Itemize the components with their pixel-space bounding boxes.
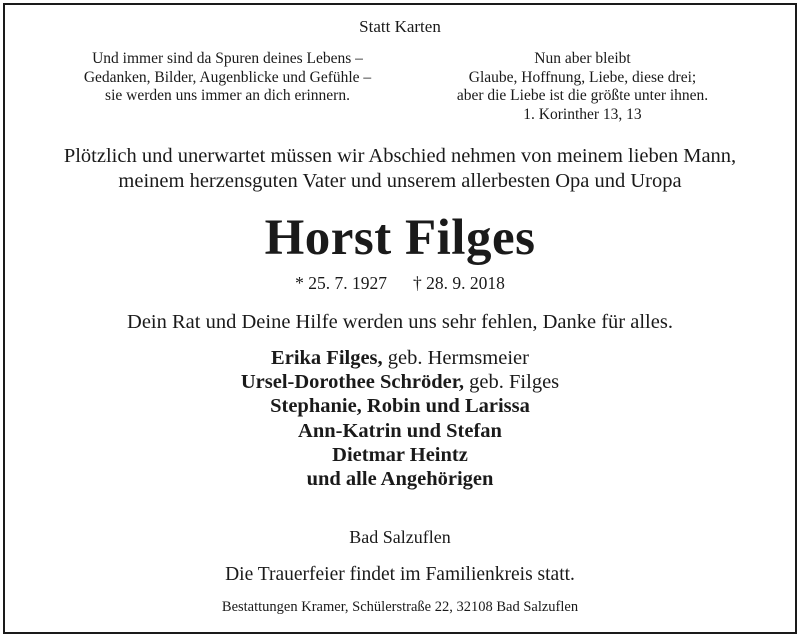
family-name: Ann-Katrin und Stefan <box>298 419 502 442</box>
family-note: geb. Filges <box>464 371 560 394</box>
family-row <box>0 394 800 418</box>
header-label: Statt Karten <box>359 17 441 36</box>
intro-line: meinem herzensguten Vater und unserem allerbesten Opa und Uropa <box>118 170 682 192</box>
deceased-name: Horst Filges <box>264 210 536 266</box>
bible-reference: 1. Korinther 13, 13 <box>523 105 642 123</box>
quote-right <box>405 50 760 124</box>
quote-right-line: Nun aber bleibt <box>534 50 631 67</box>
family-note: geb. Hermsmeier <box>382 347 529 369</box>
family-row <box>0 419 800 443</box>
undertaker-line: Bestattungen Kramer, Schülerstraße 22, 32108 Bad Salzuflen <box>221 599 579 615</box>
quote-left-line: Und immer sind da Spuren deines Lebens – <box>92 50 363 67</box>
family-row <box>0 370 800 394</box>
birth-date: * 25. 7. 1927 <box>295 273 387 293</box>
family-list <box>0 346 800 491</box>
death-date: † 28. 9. 2018 <box>413 273 505 293</box>
intro-line: Plötzlich und unerwartet müssen wir Abschied nehmen von meinem lieben Mann, <box>63 145 737 167</box>
family-name: Dietmar Heintz <box>332 443 468 466</box>
life-dates <box>0 273 800 294</box>
ceremony-note: Die Trauerfeier findet im Familienkreis statt. <box>225 564 575 585</box>
family-name: Erika Filges, <box>271 347 383 369</box>
family-name: Ursel-Dorothee Schröder, <box>240 371 465 394</box>
family-row <box>0 346 800 370</box>
quote-left-line: sie werden uns immer an dich erinnern. <box>105 87 350 104</box>
family-row <box>0 467 800 491</box>
quote-right-line: aber die Liebe ist die größte unter ihnen. <box>456 87 709 104</box>
family-name: Stephanie, Robin und Larissa <box>270 395 530 418</box>
intro-text <box>0 144 800 194</box>
farewell-saying: Dein Rat und Deine Hilfe werden uns sehr fehlen, Danke für alles. <box>127 311 673 333</box>
quote-left <box>40 50 415 106</box>
place-name: Bad Salzuflen <box>349 527 451 547</box>
quote-right-line: Glaube, Hoffnung, Liebe, diese drei; <box>468 68 697 86</box>
quote-left-line: Gedanken, Bilder, Augenblicke und Gefühle – <box>83 68 372 86</box>
family-name: und alle Angehörigen <box>306 468 494 491</box>
family-row <box>0 443 800 467</box>
